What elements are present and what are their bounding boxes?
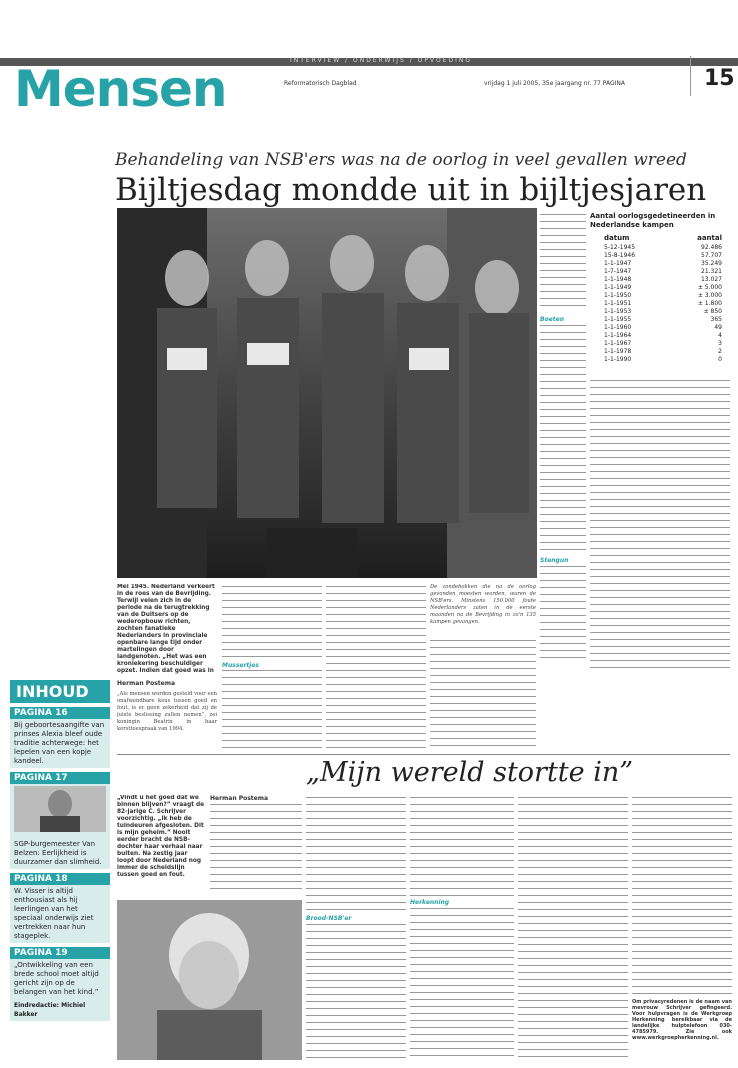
- interview-col-4: [410, 795, 514, 1061]
- section-mussertjes: Mussertjes: [222, 662, 322, 669]
- interview-lead-text: „Vindt u het goed dat we binnen blijven?” vraagt de 82-jarige C. Schrijver voorzichtig. „Ik heb de tuindeuren afgesloten. Dit is mijn geheim.” Nooit eerder bracht de NSB-dochter haar verhaal naar buiten. Na zestig jaar loopt door Nederland nog immer de scheidslijn tussen goed en fout.: [117, 795, 205, 878]
- table-cell-count: 49: [714, 324, 722, 331]
- inhoud-page-19[interactable]: PAGINA 19: [10, 947, 110, 959]
- article-intro: „Als mensen worden gesteld voor een onafwendbare keus tussen goed en fout, is er geen zekerheid dat zij de juiste beslissing zullen nemen”, zei koningin Beatrix in haar kersttoespraak van 1994.: [117, 691, 217, 732]
- interview-col-3: [306, 795, 406, 1061]
- section-brood-nsber: Brood-NSB'er: [306, 915, 352, 922]
- dateline: vrijdag 1 juli 2005, 35e jaargang nr. 77 PAGINA: [484, 80, 626, 87]
- body-column-2: [222, 584, 322, 669]
- table-cell-date: 1-1-1960: [604, 324, 632, 331]
- photo-info-text: De zondebokken die na de oorlog gevonden moesten worden, waren de NSB'ers. Minstens 150.000 foute Nederlanders zaten in de eerste maanden na de Bevrijding in zo'n 135 kampen gevangen.: [430, 584, 536, 625]
- table-cell-count: 21.321: [701, 268, 722, 275]
- table-cell-date: 1-1-1948: [604, 276, 632, 283]
- article-byline: Herman Postema: [117, 680, 176, 687]
- interview-col-5: [518, 795, 628, 1061]
- middle-column: [540, 212, 586, 668]
- table-cell-date: 5-12-1945: [604, 244, 636, 251]
- table-cell-date: 1-1-1967: [604, 340, 632, 347]
- interview-col-6: [632, 795, 732, 1061]
- inhoud-page-17[interactable]: PAGINA 17: [10, 772, 110, 784]
- table-cell-count: 13.027: [701, 276, 722, 283]
- table-row: [590, 324, 730, 332]
- section-logo: Mensen: [14, 60, 227, 118]
- table-row: [590, 356, 730, 364]
- section-herkenning: Herkenning: [410, 899, 450, 906]
- section-divider: [117, 754, 730, 755]
- interview-quote-headline: „Mijn wereld stortte in”: [306, 757, 634, 788]
- table-cell-date: 15-8-1946: [604, 252, 636, 259]
- table-row: [590, 284, 730, 292]
- inhoud-text-18: W. Visser is altijd enthousiast als hij leerlingen van het speciaal onderwijs ziet vertrekken naar hun stageplek.: [10, 885, 110, 943]
- table-row: [590, 348, 730, 356]
- table-title: Aantal oorlogsgedetineerden in Nederlandse kampen: [590, 212, 716, 229]
- table-cell-count: ± 3.000: [697, 292, 722, 299]
- interview-photo: [117, 900, 302, 1060]
- interview-col-2: [210, 795, 302, 895]
- table-header-date: datum: [604, 234, 630, 242]
- interview-closing-note: Om privacyredenen is de naam van mevrouw Schrijver gefingeerd. Voor hulpvragen is de Werkgroep Herkenning bereikbaar via de landelijke hulptelefoon 030-4785979. Zie ook www.werkgroepherkenning.nl.: [632, 999, 732, 1041]
- detainees-table: [590, 212, 730, 372]
- table-cell-count: 365: [710, 316, 722, 323]
- main-photo: [117, 208, 537, 578]
- prisoners-photo-icon: [117, 208, 537, 578]
- portrait-van-belzen: [10, 784, 110, 838]
- table-header-count: aantal: [697, 234, 722, 242]
- table-cell-date: 1-1-1951: [604, 300, 632, 307]
- table-cell-date: 1-1-1949: [604, 284, 632, 291]
- page-number: 15: [704, 66, 735, 91]
- table-cell-date: 1-7-1947: [604, 268, 632, 275]
- right-column-text: [590, 378, 730, 668]
- table-row: [590, 268, 730, 276]
- table-row: [590, 276, 730, 284]
- inhoud-credit: Eindredactie: Michiel Bakker: [10, 999, 110, 1021]
- article-subhead: Behandeling van NSB'ers was na de oorlog in veel gevallen wreed: [115, 150, 687, 170]
- body-column-3: [326, 584, 426, 749]
- inhoud-sidebar: [10, 680, 110, 1021]
- interview-lead: [117, 795, 205, 895]
- table-row: [590, 300, 730, 308]
- section-stengun: Stengun: [540, 557, 569, 564]
- table-row: [590, 316, 730, 324]
- interview-byline: Herman Postema: [210, 795, 269, 802]
- photo-info-caption: [430, 584, 536, 634]
- inhoud-text-17: SGP-burgemeester Van Belzen: Eerlijkheid is duurzamer dan slimheid.: [10, 838, 110, 869]
- table-cell-date: 1-1-1950: [604, 292, 632, 299]
- table-cell-count: 0: [718, 356, 722, 363]
- inhoud-text-19: „Ontwikkeling van een brede school moet altijd gericht zijn op de belangen van het kind.”: [10, 959, 110, 999]
- inhoud-text-16: Bij geboortesaangifte van prinses Alexia bleef oude traditie achterwege: het lepelen van een kopje kandeel.: [10, 719, 110, 768]
- inhoud-title: INHOUD: [10, 680, 110, 703]
- table-row: [590, 292, 730, 300]
- table-cell-date: 1-1-1978: [604, 348, 632, 355]
- table-cell-count: 92.486: [701, 244, 722, 251]
- table-cell-count: 57.707: [701, 252, 722, 259]
- section-rubric: INTERVIEW / ONDERWIJS / OPVOEDING: [290, 57, 473, 64]
- article-headline: Bijltjesdag mondde uit in bijltjesjaren: [115, 172, 707, 208]
- table-cell-date: 1-1-1990: [604, 356, 632, 363]
- table-cell-date: 1-1-1953: [604, 308, 632, 315]
- table-cell-date: 1-1-1955: [604, 316, 632, 323]
- table-row: [590, 332, 730, 340]
- inhoud-page-18[interactable]: PAGINA 18: [10, 873, 110, 885]
- table-cell-count: 35.249: [701, 260, 722, 267]
- table-cell-count: 4: [718, 332, 722, 339]
- section-boeten: Boeten: [540, 316, 564, 323]
- table-cell-count: 3: [718, 340, 722, 347]
- table-row: [590, 340, 730, 348]
- table-cell-count: 2: [718, 348, 722, 355]
- byline-area: [117, 680, 217, 750]
- newspaper-name: Reformatorisch Dagblad: [284, 80, 357, 87]
- table-cell-count: ± 5.000: [697, 284, 722, 291]
- portrait-icon: [14, 786, 106, 832]
- table-row: [590, 252, 730, 260]
- table-cell-date: 1-1-1964: [604, 332, 632, 339]
- table-cell-count: ± 850: [703, 308, 722, 315]
- table-cell-count: ± 1.800: [697, 300, 722, 307]
- table-row: [590, 260, 730, 268]
- inhoud-page-16[interactable]: PAGINA 16: [10, 707, 110, 719]
- elderly-woman-photo-icon: [117, 900, 302, 1060]
- table-row: [590, 308, 730, 316]
- photo-caption: Mei 1945. Nederland verkeert in de roes van de Bevrijding. Terwijl velen zich in de periode na de terugtrekking van de Duitsers op de wederopbouw richten, zochten fanatieke Nederlanders in provinciale openbare lange tijd onder martelingen door landgenoten. „Het was een kroniekering beschuldiger opzet. Indien dat goed was in: [117, 584, 215, 674]
- table-row: [590, 244, 730, 252]
- table-cell-date: 1-1-1947: [604, 260, 632, 267]
- body-column-4: [430, 638, 536, 749]
